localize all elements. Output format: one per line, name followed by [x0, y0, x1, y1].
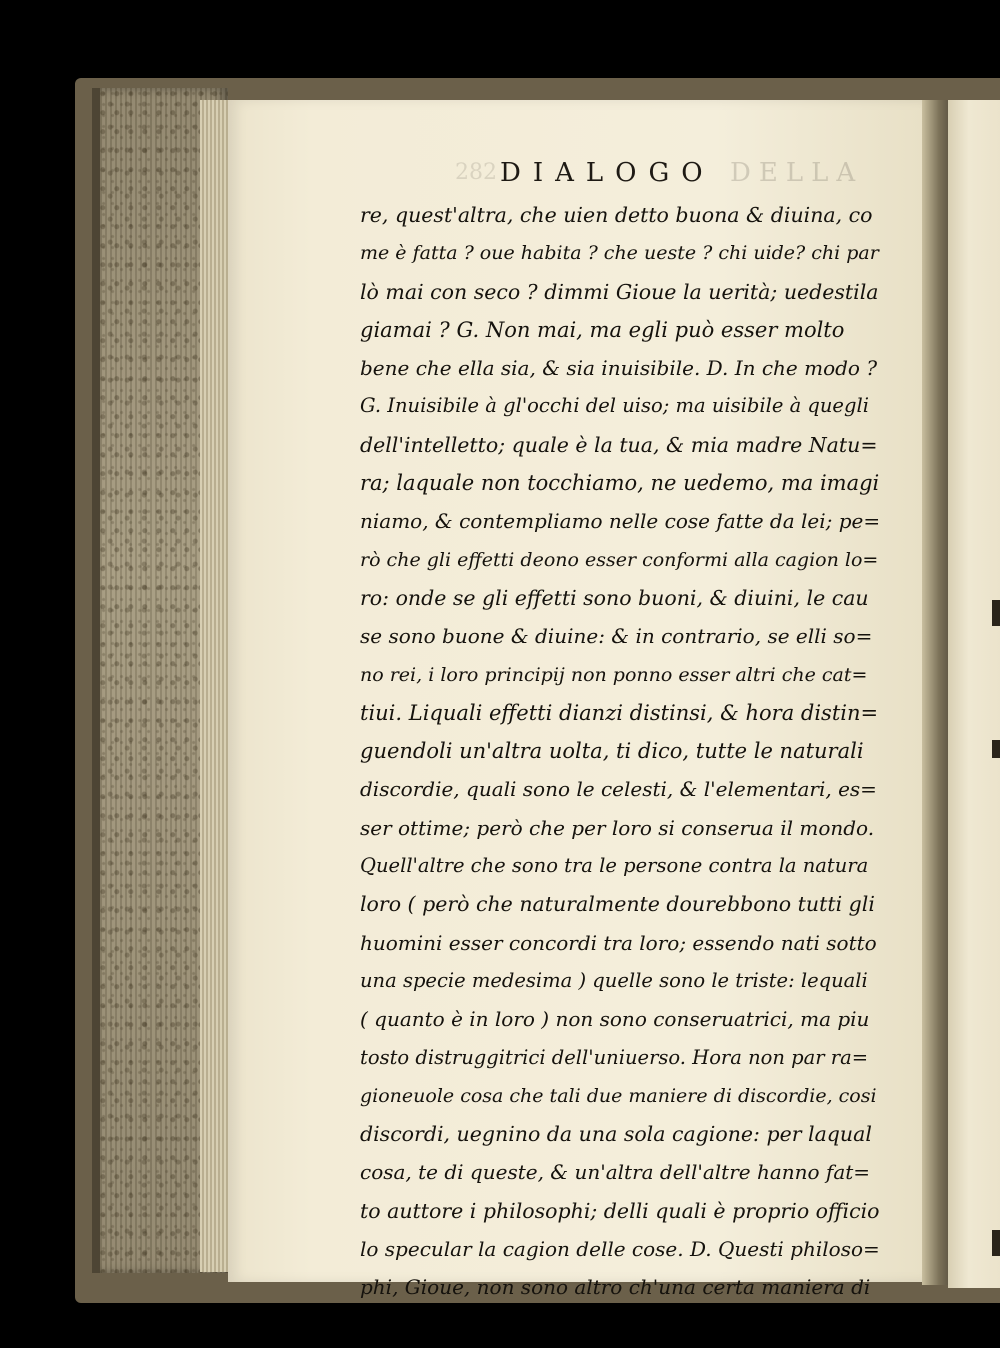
- text-line: bene che ella sia, & sia inuisibile. D. In che modo ?: [360, 356, 878, 381]
- running-head: DIALOGO: [500, 158, 715, 188]
- bleed-through-head: DELLA: [730, 158, 864, 188]
- text-line: una specie medesima ) quelle sono le triste: lequali: [360, 968, 868, 992]
- text-line: discordi, uegnino da una sola cagione: per laqual: [360, 1122, 872, 1147]
- text-line: ra; laquale non tocchiamo, ne uedemo, ma imagi: [360, 471, 880, 496]
- text-line: huomini esser concordi tra loro; essendo nati sotto: [360, 930, 877, 955]
- book-gutter: [922, 100, 950, 1285]
- text-line: ro: onde se gli effetti sono buoni, & diuini, le cau: [360, 585, 869, 610]
- text-line: loro ( però che naturalmente dourebbono tutti gli: [360, 892, 875, 917]
- text-line: tosto distruggitrici dell'uniuerso. Hora non par ra=: [360, 1045, 869, 1069]
- text-line: ( quanto è in loro ) non sono conseruatrici, ma piu: [360, 1007, 870, 1032]
- text-line: rò che gli effetti deono esser conformi alla cagion lo=: [360, 548, 879, 571]
- text-block: [360, 196, 880, 1307]
- facing-page-ink: [992, 600, 1000, 626]
- text-line: niamo, & contempliamo nelle cose fatte da lei; pe=: [360, 509, 881, 534]
- text-line: Quell'altre che sono tra le persone contra la natura: [360, 854, 869, 878]
- text-line: re, quest'altra, che uien detto buona & diuina, co: [360, 203, 873, 227]
- facing-page-ink: [992, 740, 1000, 758]
- facing-page-ink: [992, 1230, 1000, 1256]
- text-line: no rei, i loro principij non ponno esser altri che cat=: [360, 663, 868, 686]
- facing-page-edge: [948, 100, 1000, 1288]
- text-line: me è fatta ? oue habita ? che ueste ? chi uide? chi par: [360, 242, 879, 265]
- text-line: G. Inuisibile à gl'occhi del uiso; ma uisibile à quegli: [360, 394, 869, 418]
- text-line: guendoli un'altra uolta, ti dico, tutte le naturali: [360, 739, 864, 764]
- text-line: lo specular la cagion delle cose. D. Questi philoso=: [360, 1237, 880, 1262]
- text-line: tiui. Liquali effetti dianzi distinsi, & hora distin=: [360, 700, 879, 725]
- text-line: ser ottime; però che per loro si conserua il mondo.: [360, 815, 875, 840]
- text-line: lò mai con seco ? dimmi Gioue la uerità; uedestila: [360, 279, 879, 304]
- page-stack: [200, 100, 230, 1272]
- text-line: giamai ? G. Non mai, ma egli può esser molto: [360, 317, 845, 342]
- text-line: cosa, te di queste, & un'altra dell'altre hanno fat=: [360, 1160, 871, 1185]
- text-line: to auttore i philosophi; delli quali è proprio officio: [360, 1198, 880, 1223]
- text-line: dell'intelletto; quale è la tua, & mia madre Natu=: [360, 432, 878, 457]
- text-line: se sono buone & diuine: & in contrario, se elli so=: [360, 624, 873, 649]
- text-line: gioneuole cosa che tali due maniere di discordie, cosi: [360, 1084, 877, 1107]
- text-line: discordie, quali sono le celesti, & l'elementari, es=: [360, 777, 877, 802]
- text-line: phi, Gioue, non sono altro ch'una certa maniera di: [360, 1275, 871, 1300]
- bleed-through-page-number: 282: [455, 160, 497, 185]
